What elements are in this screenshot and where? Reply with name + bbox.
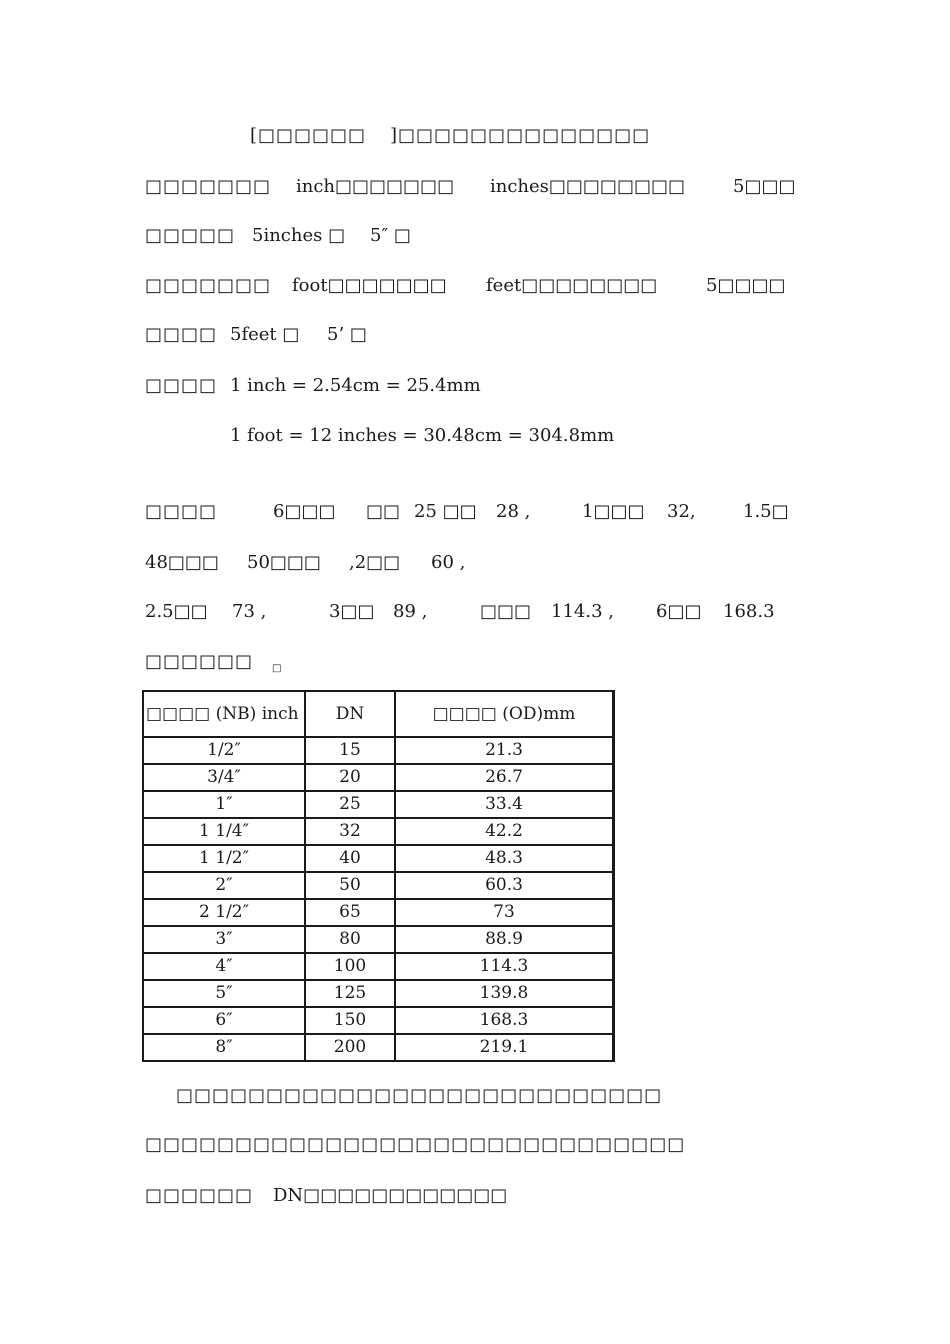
pipes-l3-5: 114.3 ,	[551, 601, 614, 622]
cell-nb: 1 1/2″	[143, 845, 305, 872]
title-rest-text: ]□□□□□□□□□□□□□□	[390, 125, 651, 146]
cell-dn: 65	[305, 899, 395, 926]
foot-l1-a: □□□□□□□	[145, 275, 272, 296]
pipes-l3-4: □□□	[480, 601, 532, 622]
foot-l2-a: □□□□	[145, 324, 218, 345]
closing-line-3	[0, 1181, 950, 1211]
pipes-l2-0: 48□□□	[145, 552, 219, 573]
foot-l1-c: feet□□□□□□□□	[486, 275, 658, 296]
cell-nb: 2″	[143, 872, 305, 899]
cell-nb: 1″	[143, 791, 305, 818]
pipes-l2-1: 50□□□	[247, 552, 321, 573]
pipes-l3-3: 89 ,	[393, 601, 428, 622]
conversion-foot: 1 foot = 12 inches = 30.48cm = 304.8mm	[230, 425, 615, 446]
table-row	[143, 818, 614, 845]
closing-l1: □□□□□□□□□□□□□□□□□□□□□□□□□□□	[176, 1085, 663, 1106]
pipes-l1-1: 6□□□	[273, 501, 336, 522]
cell-dn: 25	[305, 791, 395, 818]
cell-od: 33.4	[395, 791, 614, 818]
cell-dn: 80	[305, 926, 395, 953]
title-bracket-text: [□□□□□□	[250, 125, 367, 146]
pipes-l4: □□□□□□	[145, 651, 254, 672]
foot-l2-c: 5’ □	[327, 324, 367, 345]
pipes-l1-5: 1□□□	[582, 501, 645, 522]
cell-od: 219.1	[395, 1034, 614, 1061]
table-row	[143, 1034, 614, 1061]
cell-od: 114.3	[395, 953, 614, 980]
cell-dn: 125	[305, 980, 395, 1007]
pipes-line-4	[0, 647, 950, 677]
table-row	[143, 953, 614, 980]
inch-l1-b: inch□□□□□□□	[296, 176, 455, 197]
table-row	[143, 845, 614, 872]
conversion-label: □□□□	[145, 375, 218, 396]
pipes-l1-3: 25 □□	[414, 501, 477, 522]
cell-od: 26.7	[395, 764, 614, 791]
foot-l1-b: foot□□□□□□□	[292, 275, 447, 296]
pipes-l3-1: 73 ,	[232, 601, 267, 622]
cell-od: 42.2	[395, 818, 614, 845]
closing-l3-a: □□□□□□	[145, 1185, 254, 1206]
inch-line-2	[0, 221, 950, 251]
pipe-size-table	[142, 690, 615, 1062]
cell-dn: 40	[305, 845, 395, 872]
table-row	[143, 899, 614, 926]
table-row	[143, 926, 614, 953]
title-line	[0, 121, 950, 151]
table-row	[143, 791, 614, 818]
cell-od: 168.3	[395, 1007, 614, 1034]
header-outer-diameter: □□□□ (OD)mm	[395, 691, 614, 737]
cell-nb: 2 1/2″	[143, 899, 305, 926]
pipes-l1-4: 28 ,	[496, 501, 531, 522]
pipes-l1-6: 32,	[667, 501, 696, 522]
foot-l2-b: 5feet □	[230, 324, 300, 345]
pipes-l1-2: □□	[366, 501, 401, 522]
pipes-l1-7: 1.5□	[743, 501, 789, 522]
cell-dn: 100	[305, 953, 395, 980]
closing-l3-b: DN□□□□□□□□□□□□	[273, 1185, 508, 1206]
table-row	[143, 764, 614, 791]
pipes-line-2	[0, 548, 950, 578]
inch-l2-c: 5″ □	[370, 225, 411, 246]
inch-l1-d: 5□□□	[733, 176, 796, 197]
pipes-l3-0: 2.5□□	[145, 601, 208, 622]
conversion-line-2	[0, 421, 950, 451]
table-row	[143, 872, 614, 899]
inch-l2-a: □□□□□	[145, 225, 236, 246]
cell-dn: 20	[305, 764, 395, 791]
cell-dn: 50	[305, 872, 395, 899]
header-nominal-bore: □□□□ (NB) inch	[143, 691, 305, 737]
cell-nb: 3″	[143, 926, 305, 953]
pipes-l3-7: 168.3	[723, 601, 775, 622]
table-row	[143, 1007, 614, 1034]
cell-nb: 1 1/4″	[143, 818, 305, 845]
pipes-l3-6: 6□□	[656, 601, 702, 622]
foot-line-2	[0, 320, 950, 350]
cell-nb: 1/2″	[143, 737, 305, 764]
cell-nb: 6″	[143, 1007, 305, 1034]
inch-l2-b: 5inches □	[252, 225, 346, 246]
cell-dn: 32	[305, 818, 395, 845]
inch-line-1	[0, 172, 950, 202]
cell-nb: 4″	[143, 953, 305, 980]
cell-od: 48.3	[395, 845, 614, 872]
cell-od: 60.3	[395, 872, 614, 899]
foot-line-1	[0, 271, 950, 301]
cell-od: 88.9	[395, 926, 614, 953]
table-row	[143, 737, 614, 764]
cell-nb: 8″	[143, 1034, 305, 1061]
pipes-line-1	[0, 497, 950, 527]
conversion-inch: 1 inch = 2.54cm = 25.4mm	[230, 375, 481, 396]
cell-nb: 3/4″	[143, 764, 305, 791]
cell-od: 139.8	[395, 980, 614, 1007]
small-mark: □	[272, 663, 282, 674]
cell-dn: 150	[305, 1007, 395, 1034]
closing-line-2	[0, 1130, 950, 1160]
closing-l2: □□□□□□□□□□□□□□□□□□□□□□□□□□□□□□	[145, 1134, 686, 1155]
pipes-l2-2: ,2□□	[349, 552, 401, 573]
header-dn: DN	[305, 691, 395, 737]
pipes-line-3	[0, 597, 950, 627]
cell-nb: 5″	[143, 980, 305, 1007]
cell-od: 21.3	[395, 737, 614, 764]
cell-dn: 15	[305, 737, 395, 764]
conversion-line-1	[0, 371, 950, 401]
cell-od: 73	[395, 899, 614, 926]
pipes-l1-0: □□□□	[145, 501, 218, 522]
closing-line-1	[0, 1081, 950, 1111]
inch-l1-a: □□□□□□□	[145, 176, 272, 197]
table-row	[143, 980, 614, 1007]
foot-l1-d: 5□□□□	[706, 275, 786, 296]
cell-dn: 200	[305, 1034, 395, 1061]
pipes-l3-2: 3□□	[329, 601, 375, 622]
table-header-row	[143, 691, 614, 737]
inch-l1-c: inches□□□□□□□□	[490, 176, 685, 197]
pipes-l2-3: 60 ,	[431, 552, 466, 573]
